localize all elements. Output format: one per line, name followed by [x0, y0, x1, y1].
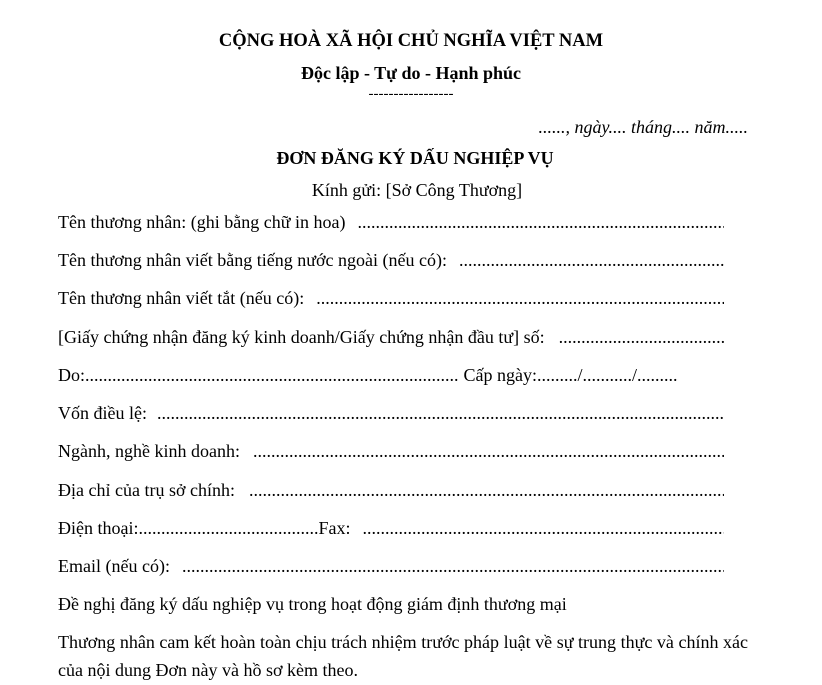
field-label: Ngành, nghề kinh doanh: — [58, 441, 240, 461]
fill-in-dots[interactable] — [249, 480, 724, 501]
motto: Độc lập - Tự do - Hạnh phúc — [300, 63, 522, 83]
national-title: CỘNG HOÀ XÃ HỘI CHỦ NGHĨA VIỆT NAM — [218, 31, 604, 51]
field-certificate-number[interactable] — [58, 327, 724, 348]
field-merchant-name[interactable] — [58, 212, 724, 233]
issued-by-dots[interactable]: ................................................................................... — [85, 365, 459, 385]
field-charter-capital[interactable] — [58, 403, 724, 424]
field-label: Điện thoại: — [58, 518, 139, 538]
field-label: Tên thương nhân: (ghi bằng chữ in hoa) — [58, 212, 346, 232]
field-business-lines[interactable] — [58, 441, 724, 462]
field-label: Do: — [58, 365, 85, 385]
fill-in-dots[interactable] — [182, 556, 724, 577]
date-line[interactable]: ......, ngày.... tháng.... năm..... — [538, 117, 748, 137]
issue-date-label: Cấp ngày: — [463, 365, 537, 385]
fill-in-dots[interactable] — [316, 288, 724, 309]
form-title: ĐƠN ĐĂNG KÝ DẤU NGHIỆP VỤ — [276, 148, 554, 168]
field-label: Vốn điều lệ: — [58, 403, 147, 423]
fax-label: Fax: — [318, 518, 351, 538]
fill-in-dots[interactable] — [559, 327, 724, 348]
request-statement: Đề nghị đăng ký dấu nghiệp vụ trong hoạt động giám định thương mại — [58, 594, 567, 614]
field-foreign-name[interactable] — [58, 250, 724, 271]
field-label: Tên thương nhân viết tắt (nếu có): — [58, 288, 305, 308]
fill-in-dots[interactable] — [459, 250, 724, 271]
fax-dots[interactable] — [363, 518, 725, 539]
fill-in-dots[interactable] — [157, 403, 724, 424]
issue-date-dots[interactable]: ........./.........../......... — [537, 365, 678, 385]
field-short-name[interactable] — [58, 288, 724, 309]
field-head-office-address[interactable] — [58, 480, 724, 501]
fill-in-dots[interactable] — [253, 441, 724, 462]
field-label: Tên thương nhân viết bằng tiếng nước ngoài (nếu có): — [58, 250, 447, 270]
fill-in-dots[interactable] — [357, 212, 724, 233]
addressee: Kính gửi: [Sở Công Thương] — [311, 180, 523, 200]
field-label: Địa chỉ của trụ sở chính: — [58, 480, 235, 500]
field-label: [Giấy chứng nhận đăng ký kinh doanh/Giấy chứng nhận đầu tư] số: — [58, 327, 545, 347]
field-phone-fax[interactable] — [58, 518, 724, 539]
commitment-paragraph: Thương nhân cam kết hoàn toàn chịu trách nhiệm trước pháp luật về sự trung thực và chính xác của nội dung Đơn này và hồ sơ kèm theo. — [58, 632, 748, 680]
field-label: Email (nếu có): — [58, 556, 170, 576]
header-divider: ----------------- — [368, 86, 454, 102]
field-email[interactable] — [58, 556, 724, 577]
phone-dots[interactable]: ........................................ — [138, 518, 319, 538]
field-issued-by[interactable] — [58, 365, 726, 386]
